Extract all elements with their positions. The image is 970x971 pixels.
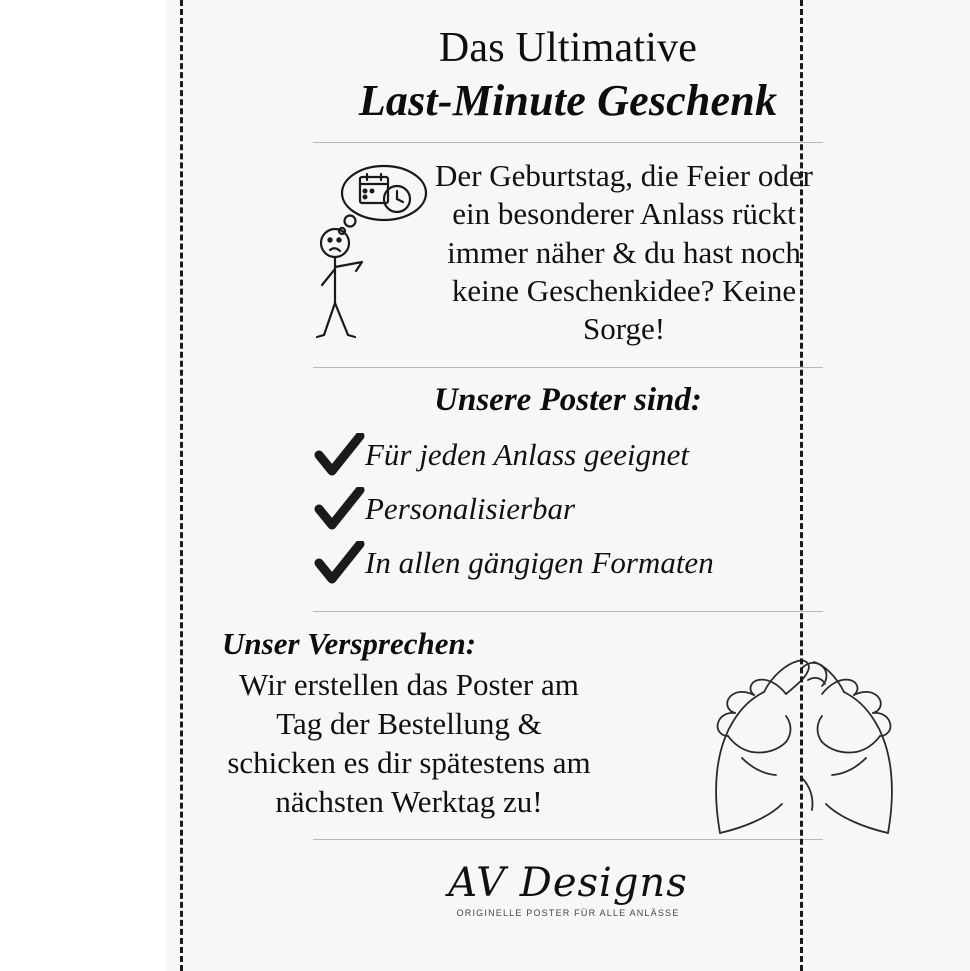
divider-3 [313, 611, 823, 612]
thinking-stick-figure-icon [312, 163, 432, 353]
promise-section [214, 624, 922, 821]
features-list [313, 427, 833, 595]
poster-content [214, 0, 922, 971]
intro-section [214, 157, 922, 353]
divider-1 [313, 142, 823, 143]
check-icon [313, 541, 365, 585]
list-item-label: Personalisierbar [365, 491, 576, 527]
intro-paragraph: Der Geburtstag, die Feier oder ein besonderer Anlass rückt immer näher & du hast noch keine Geschenkidee? Keine Sorge! [435, 158, 813, 346]
divider-2 [313, 367, 823, 368]
list-item [313, 487, 833, 531]
dashed-cut-line-left [180, 0, 183, 971]
features-heading: Unsere Poster sind: [434, 382, 702, 419]
brand-name: AV Designs [448, 860, 688, 907]
promise-heading: Unser Versprechen: [222, 626, 477, 662]
poster-card [166, 0, 970, 971]
page-title-line-2: Last-Minute Geschenk [358, 76, 778, 126]
left-white-margin [0, 0, 166, 971]
check-icon [313, 433, 365, 477]
dashed-cut-line-right [800, 0, 803, 971]
list-item-label: In allen gängigen Formaten [365, 545, 714, 581]
list-item [313, 541, 833, 585]
promise-text: Wir erstellen das Poster am Tag der Bestellung & schicken es dir spätestens am nächsten Werktag zu! [227, 667, 591, 819]
brand-tagline: ORIGINELLE POSTER FÜR ALLE ANLÄSSE [456, 908, 680, 919]
list-item-label: Für jeden Anlass geeignet [365, 437, 690, 473]
list-item [313, 433, 833, 477]
page-title-line-1: Das Ultimative [438, 25, 698, 71]
check-icon [313, 487, 365, 531]
brand-block [214, 860, 922, 918]
